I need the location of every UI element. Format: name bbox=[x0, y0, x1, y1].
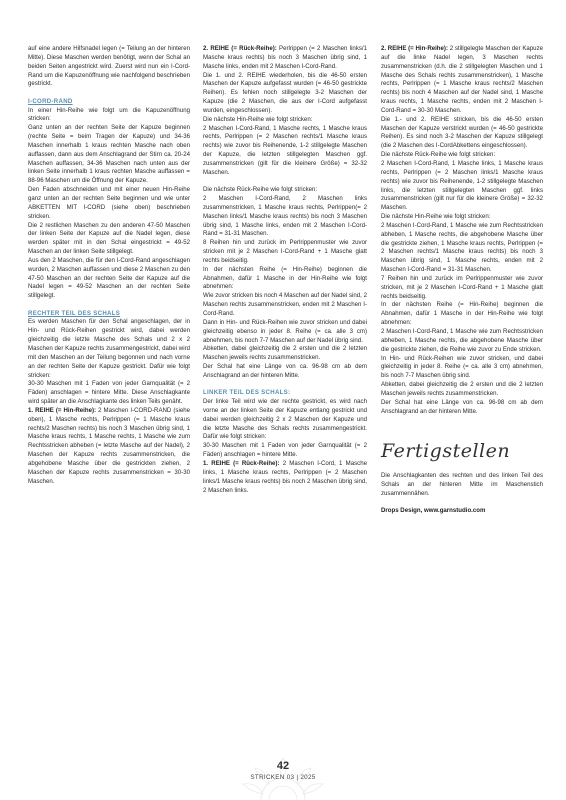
magazine-issue: STRICKEN 03 | 2025 bbox=[250, 774, 316, 781]
paragraph bbox=[28, 407, 190, 487]
row-label: 1. REIHE (= Hin-Reihe): bbox=[28, 406, 97, 414]
paragraph: Wie zuvor stricken bis noch 4 Maschen auf der Nadel sind, 2 Maschen rechts zusammenstricken, enden mit 2 Maschen I-Cord-Rand. bbox=[203, 292, 367, 317]
paragraph bbox=[203, 460, 367, 495]
paragraph: Die nächste Hin-Reihe wie folgt stricken: bbox=[381, 213, 491, 221]
section-heading-left-part: LINKER TEIL DES SCHALS: bbox=[203, 389, 291, 397]
row-label: 1. REIHE (= Rück-Reihe): bbox=[203, 459, 280, 467]
paragraph: Der Schal hat eine Länge von ca. 96-98 cm ab dem Anschlagrand an der hinteren Mitte. bbox=[381, 398, 543, 415]
paragraph: Es werden Maschen für den Schal angeschlagen, der in Hin- und Rück-Reihen gestrickt wird, dabei werden gleichzeitig die letzte Masche des Schals und 2 x 2 Maschen der Kapuze rechts zusammengestrickt, dabei wird mit den Maschen an der Teilung begonnen und nach vorne an der rechten Seite der Kapuze gestrickt. Dafür wie folgt stricken: bbox=[28, 318, 190, 379]
paragraph: Die nächste Rück-Reihe wie folgt stricken: bbox=[381, 151, 496, 159]
paragraph: Den Faden abschneiden und mit einer neuen Hin-Reihe ganz unten an der rechten Seite beginnen und wie unter ABKETTEN MIT I-CORD (siehe oben) beschrieben stricken. bbox=[28, 186, 190, 220]
paragraph: Die 1. und 2. REIHE wiederholen, bis die 46-50 ersten Maschen der Kapuze aufgefasst wurden (= 46-50 gestrickte Reihen). Es fehlen noch stillgelegte 3-2 Maschen der Kapuze (die 2 Maschen, die aus der I-Cord aufgefasst wurden, eingeschlossen). bbox=[203, 71, 367, 114]
design-credit: Drops Design, www.garnstudio.com bbox=[381, 507, 486, 515]
paragraph: Die 2 restlichen Maschen zu den anderen 47-50 Maschen der linken Seite der Kapuze auf die Nadel legen, diese werden später mit in den Schal eingestrickt = 49-52 Maschen an der linken Seite stillgelegt. bbox=[28, 221, 190, 256]
section-heading-icord: I-CORD-RAND bbox=[28, 97, 73, 105]
paragraph: Die nächste Rück-Reihe wie folgt stricken: bbox=[203, 186, 318, 194]
paragraph bbox=[203, 45, 367, 72]
paragraph: 30-30 Maschen mit 1 Faden von jeder Garnqualität (= 2 Fäden) anschlagen = hintere Mitte. Diese Anschlagkante wird später an die Anschlagkante des linken Teils genäht. bbox=[28, 380, 190, 406]
paragraph: Abketten, dabei gleichzeitig die 2 ersten und die 2 letzten Maschen jeweils rechts zusammenstricken. bbox=[203, 345, 367, 362]
paragraph: auf eine andere Hilfsnadel legen (= Teilung an der hinteren Mitte). Diese Maschen werden benötigt, wenn der Schal an beiden Seiten angestrickt wird. Zuerst wird nun ein I-Cord-Rand um die Kapuzenöffnung wie nachfolgend beschrieben gestrickt. bbox=[28, 45, 190, 88]
paragraph: 2 Maschen I-Cord-Rand, 2 Maschen links zusammenstricken, 1 Masche kraus rechts, Perlrippen(= 2 Maschen links/1 Masche kraus rechts) bis noch 3 Maschen übrig sind, 1 Masche links, enden mit 2 Maschen I-Cord-Rand = 31-31 Maschen. bbox=[203, 195, 367, 238]
text-column-2 bbox=[203, 45, 367, 495]
paragraph bbox=[381, 45, 543, 116]
page-number: 42 bbox=[276, 760, 290, 772]
section-heading-right-part: RECHTER TEIL DES SCHALS bbox=[28, 309, 121, 317]
text-column-1 bbox=[28, 45, 190, 487]
row-label: 2. REIHE (= Hin-Reihe): bbox=[381, 45, 448, 52]
paragraph: Der linke Teil wird wie der rechte gestrickt, es wird nach vorne an der linken Seite der Kapuze entlang gestrickt und dabei werden gleichzeitig 2 x 2 Maschen der Kapuze und die letzte Masche des Schals rechts zusammengestrickt. Dafür wie folgt stricken: bbox=[203, 398, 367, 441]
paragraph: 2 Maschen I-Cord-Rand, 1 Masche wie zum Rechtsstricken abheben, 1 Masche rechts, die abgehobene Masche über die gestrickte ziehen, 1 Masche kraus rechts, Perlrippen (= 2 Maschen rechts/1 Masche kraus rechts) bis noch 3 Maschen übrig sind, 1 Masche rechts, enden mit 2 Maschen I-Cord-Rand = 31-31 Maschen. bbox=[381, 221, 543, 274]
paragraph: Aus den 2 Maschen, die für den I-Cord-Rand angeschlagen wurden, 2 Maschen auffassen und diese 2 Maschen zu den 47-50 Maschen an der rechten Seite der Kapuze auf die Nadel legen = 49-52 Maschen an der rechten Seite stillgelegt. bbox=[28, 256, 190, 300]
paragraph: In der nächsten Reihe (= Hin-Reihe) beginnen die Abnahmen, dafür 1 Masche in der Hin-Reihe wie folgt abnehmen: bbox=[381, 301, 543, 327]
row-text: 2 stillgelegte Maschen der Kapuze auf die linke Nadel legen, 3 Maschen rechts zusammenstricken (d.h. die 2 stillgelegten Maschen und 1 Masche des Schals rechts zusammenstricken), 1 Masche rechts, Perlrippen (= 1 Masche kraus rechts/2 Maschen rechts) bis noch 4 Maschen auf der Nadel sind, 1 Masche kraus rechts, 1 Masche rechts, enden mit 2 Maschen I-Cord-Rand = 30-30 Maschen. bbox=[381, 45, 543, 114]
paragraph: In einer Hin-Reihe wie folgt um die Kapuzenöffnung stricken: bbox=[28, 106, 190, 123]
paragraph: Ganz unten an der rechten Seite der Kapuze beginnen (rechte Seite = beim Tragen der Kapuze) und 34-36 Maschen innerhalb 1 kraus rechten Masche nach oben auffassen, dann aus dem Anschlagrand der Stirn ca. 20-24 Maschen auffassen, 34-36 Maschen nach unten aus der linken Seite innerhalb 1 kraus rechten Masche auffassen = 88-96 Maschen um die Öffnung der Kapuze. bbox=[28, 124, 190, 185]
paragraph: In Hin- und Rück-Reihen wie zuvor stricken, und dabei gleichzeitig in jeder 8. Reihe (= ca. alle 3 cm) abnehmen, bis noch 7-7 Maschen übrig sind. bbox=[381, 354, 543, 380]
row-label: 2. REIHE (= Rück-Reihe): bbox=[203, 45, 277, 52]
paragraph: Abketten, dabei gleichzeitig die 2 ersten und die 2 letzten Maschen jeweils rechts zusammenstricken. bbox=[381, 381, 543, 397]
paragraph: Der Schal hat eine Länge von ca. 96-98 cm ab dem Anschlagrand an der hinteren Mitte. bbox=[203, 363, 367, 379]
finishing-heading: Fertigstellen bbox=[381, 440, 511, 463]
paragraph: In der nächsten Reihe (= Hin-Reihe) beginnen die Abnahmen, dafür 1 Masche in der Hin-Reihe wie folgt abnehmen: bbox=[203, 265, 367, 291]
paragraph: 7 Reihen hin und zurück im Perlrippenmuster wie zuvor stricken, mit je 2 Maschen I-Cord-Rand + 1 Masche glatt rechts beidseitig. bbox=[381, 274, 543, 300]
paragraph: 2 Maschen I-Cord-Rand, 1 Masche rechts, 1 Masche kraus rechts, Perlrippen (= 2 Maschen rechts/1 Masche kraus rechts) wie zuvor bis Reihenende, 1-2 stillgelegte Maschen der Kapuze, die letzten stillgelegten Maschen ggf. zusammenstricken (gilt für die kleinere Größe) = 32-32 Maschen. bbox=[203, 124, 367, 176]
paragraph: Die Anschlagkanten des rechten und des linken Teil des Schals an der hinteren Mitte im Maschenstich zusammennähen. bbox=[381, 472, 543, 498]
paragraph: Die 1.- und 2. REIHE stricken, bis die 46-50 ersten Maschen der Kapuze verstrickt wurden (= 46-50 gestrickte Reihen). Es sind noch 3-2 Maschen der Kapuze stillgelegt (die 2 Maschen des I-CordAbkettens eingeschlossen). bbox=[381, 115, 543, 150]
paragraph: Die nächste Hin-Reihe wie folgt stricken: bbox=[203, 115, 313, 123]
paragraph: 2 Maschen I-Cord-Rand, 1 Masche links, 1 Masche kraus rechts, Perlrippen (= 2 Maschen links/1 Masche kraus rechts) wie zuvor bis Reihenende, 1-2 stillgelegte Maschen links, die letzten stillgelegten Maschen ggf. links zusammenstricken (gilt nur für die kleinere Größe) = 32-32 Maschen. bbox=[381, 159, 543, 212]
row-text: Perlrippen (= 2 Maschen links/1 Masche kraus rechts) bis noch 3 Maschen übrig sind, 1 Masche links, enden mit 2 Maschen I-Cord-Rand. bbox=[203, 45, 367, 70]
paragraph: 30-30 Maschen mit 1 Faden von jeder Garnqualität (= 2 Fäden) anschlagen = hintere Mitte. bbox=[203, 442, 367, 459]
paragraph: 2 Maschen I-Cord-Rand, 1 Masche wie zum Rechtsstricken abheben, 1 Masche rechts, die abgehobene Masche über die gestrickte ziehen, die Reihe wie zuvor zu Ende stricken. bbox=[381, 328, 543, 353]
text-column-3 bbox=[381, 45, 543, 516]
row-text: 2 Maschen I-CORD-RAND (siehe oben), 1 Masche rechts, Perlrippen (= 1 Masche kraus rechts/2 Maschen rechts) bis noch 3 Maschen übrig sind, 1 Masche kraus rechts, 1 Masche rechts, 1 Masche wie zum Rechtsstricken abheben (= letzte Masche auf der Nadel), 2 Maschen der Kapuze rechts zusammenstricken, die abgehobene Masche über die gestrickten ziehen, 2 Maschen der Kapuze rechts zusammenstricken = 30-30 Maschen. bbox=[28, 406, 190, 485]
paragraph: Dann in Hin- und Rück-Reihen wie zuvor stricken und dabei gleichzeitig ebenso in jeder 8. Reihe (= ca. alle 3 cm) abnehmen, bis noch 7-7 Maschen auf der Nadel übrig sind. bbox=[203, 318, 367, 344]
row-text: 2 Maschen I-Cord, 1 Masche links, 1 Masche kraus rechts, Perlrippen (= 2 Maschen links/1 Masche kraus rechts) bis noch 2 Maschen übrig sind, 2 Maschen links. bbox=[203, 459, 367, 494]
credit-line bbox=[381, 507, 543, 516]
paragraph: 8 Reihen hin und zurück im Perlrippenmuster wie zuvor stricken mit je 2 Maschen I-Cord-Rand + 1 Masche glatt rechts beidseitig. bbox=[203, 239, 367, 264]
